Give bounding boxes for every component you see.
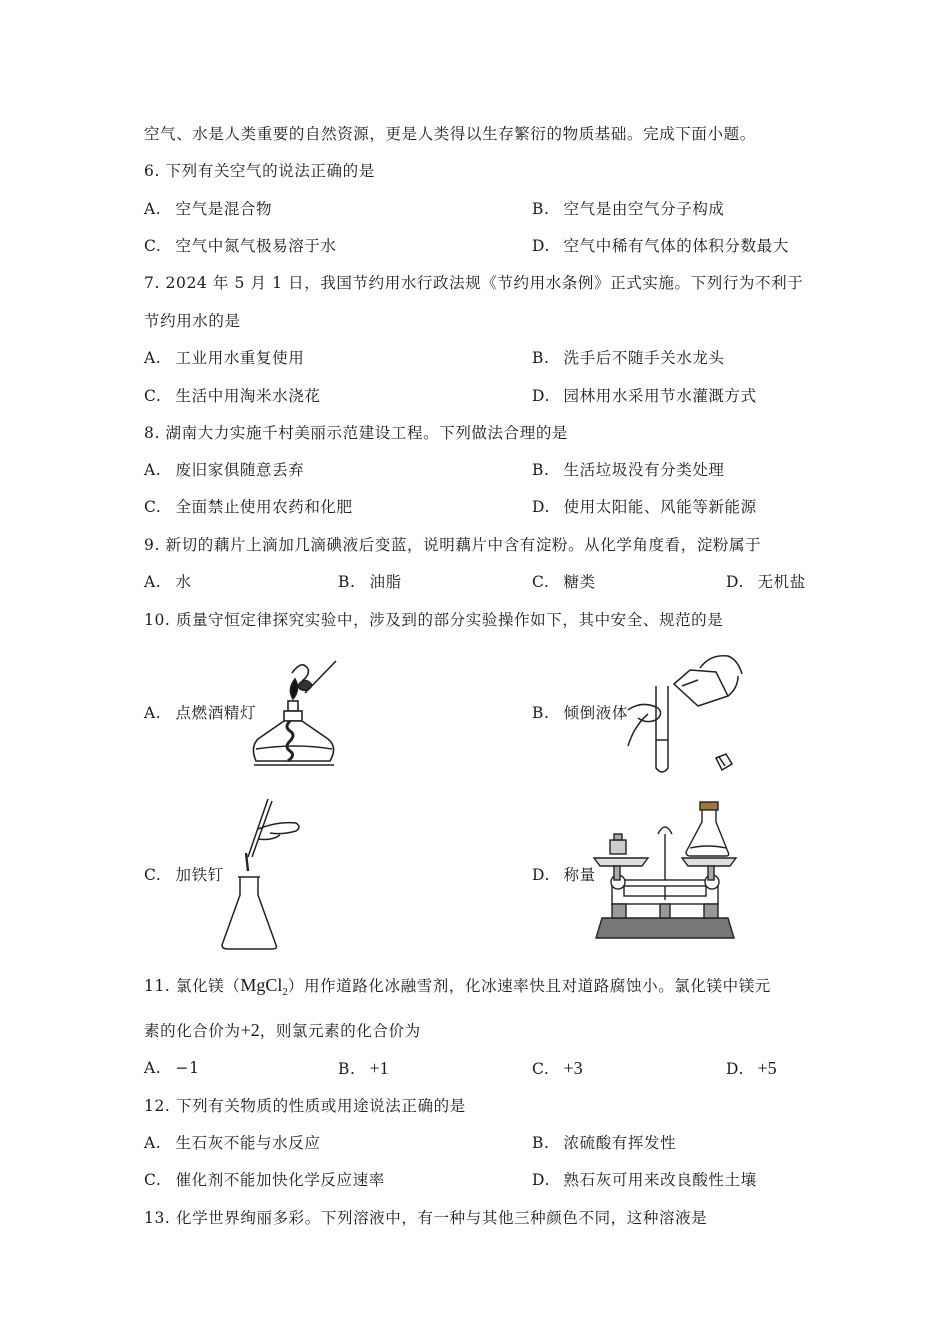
pouring-liquid-figure bbox=[624, 650, 744, 780]
q8-option-b: B. 生活垃圾没有分类处理 bbox=[532, 461, 725, 479]
q12-option-b: B. 浓硫酸有挥发性 bbox=[532, 1134, 677, 1152]
question-12-stem: 12. 下列有关物质的性质或用途说法正确的是 bbox=[144, 1097, 466, 1115]
q10-option-b: B. 倾倒液体 bbox=[532, 704, 628, 722]
q7-option-a: A. 工业用水重复使用 bbox=[144, 349, 305, 367]
question-9-stem: 9. 新切的藕片上滴加几滴碘液后变蓝，说明藕片中含有淀粉。从化学角度看，淀粉属于 bbox=[144, 536, 762, 554]
q6-option-d: D. 空气中稀有气体的体积分数最大 bbox=[532, 237, 789, 255]
question-11-stem-line1: 11. 氯化镁（MgCl$_2$）用作道路化冰融雪剂，化冰速率快且对道路腐蚀小。氯化镁中镁元 bbox=[144, 975, 771, 998]
question-7-stem-line1: 7. 2024 年 5 月 1 日，我国节约用水行政法规《节约用水条例》正式实施。下列行为不利于 bbox=[144, 274, 804, 292]
q9-option-c: C. 糖类 bbox=[532, 573, 596, 591]
q10-option-c: C. 加铁钉 bbox=[144, 866, 224, 884]
question-7-stem-line2: 节约用水的是 bbox=[144, 312, 241, 330]
question-8-stem: 8. 湖南大力实施千村美丽示范建设工程。下列做法合理的是 bbox=[144, 424, 569, 442]
q10-option-a: A. 点燃酒精灯 bbox=[144, 704, 257, 722]
q6-option-a: A. 空气是混合物 bbox=[144, 200, 273, 218]
q6-option-b: B. 空气是由空气分子构成 bbox=[532, 200, 725, 218]
q9-option-b: B. 油脂 bbox=[338, 573, 402, 591]
q11-option-a: A. −1 bbox=[144, 1059, 200, 1077]
question-10-stem: 10. 质量守恒定律探究实验中，涉及到的部分实验操作如下，其中安全、规范的是 bbox=[144, 611, 724, 629]
q8-option-a: A. 废旧家俱随意丢弃 bbox=[144, 461, 305, 479]
q12-option-c: C. 催化剂不能加快化学反应速率 bbox=[144, 1171, 385, 1189]
q7-option-b: B. 洗手后不随手关水龙头 bbox=[532, 349, 725, 367]
q8-option-d: D. 使用太阳能、风能等新能源 bbox=[532, 498, 757, 516]
q6-option-c: C. 空气中氮气极易溶于水 bbox=[144, 237, 337, 255]
intro-text: 空气、水是人类重要的自然资源，更是人类得以生存繁衍的物质基础。完成下面小题。 bbox=[144, 125, 756, 143]
q7-option-d: D. 园林用水采用节水灌溉方式 bbox=[532, 387, 757, 405]
q8-option-c: C. 全面禁止使用农药和化肥 bbox=[144, 498, 353, 516]
q9-option-a: A. 水 bbox=[144, 573, 192, 591]
q12-option-d: D. 熟石灰可用来改良酸性土壤 bbox=[532, 1171, 757, 1189]
q11-option-c: C. +3 bbox=[532, 1058, 583, 1078]
q11-option-d: D. +5 bbox=[726, 1058, 777, 1078]
q11-option-b: B. +1 bbox=[338, 1058, 389, 1078]
q12-option-a: A. 生石灰不能与水反应 bbox=[144, 1134, 321, 1152]
q9-option-d: D. 无机盐 bbox=[726, 573, 806, 591]
balance-scale-figure bbox=[590, 800, 740, 948]
q10-option-d: D. 称量 bbox=[532, 866, 596, 884]
question-11-stem-line2: 素的化合价为+2，则氯元素的化合价为 bbox=[144, 1020, 421, 1040]
question-6-stem: 6. 下列有关空气的说法正确的是 bbox=[144, 162, 375, 180]
question-13-stem: 13. 化学世界绚丽多彩。下列溶液中，有一种与其他三种颜色不同，这种溶液是 bbox=[144, 1209, 708, 1227]
mgcl2-formula: MgCl$_2$ bbox=[240, 975, 288, 998]
add-iron-nail-figure bbox=[214, 795, 304, 953]
q7-option-c: C. 生活中用淘米水浇花 bbox=[144, 387, 321, 405]
alcohol-lamp-figure bbox=[248, 657, 340, 772]
